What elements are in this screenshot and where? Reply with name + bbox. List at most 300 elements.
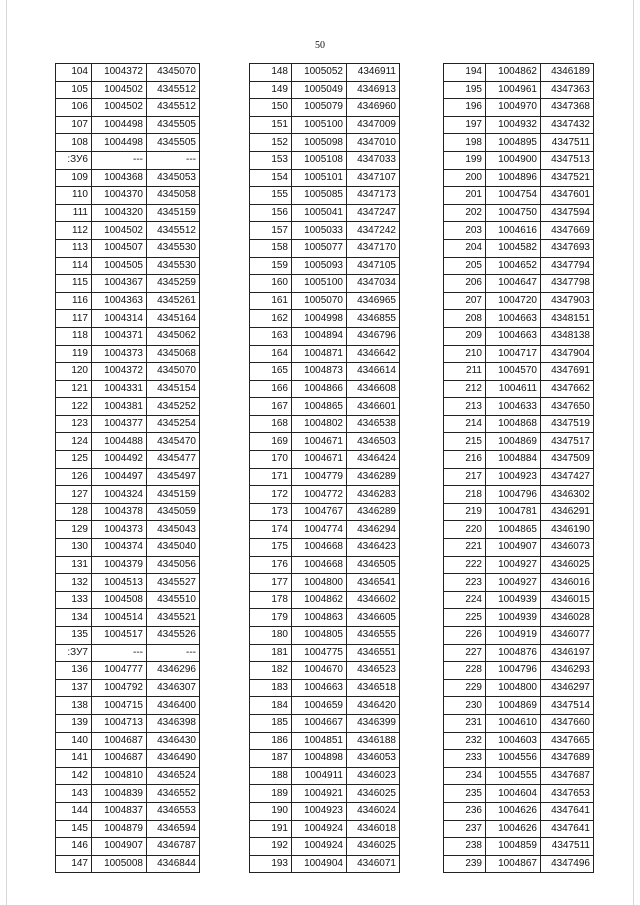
point-number-cell: 167 — [250, 398, 292, 416]
y-coordinate-cell: 4346642 — [347, 345, 400, 363]
y-coordinate-cell: 4345053 — [147, 169, 200, 187]
x-coordinate-cell: 1004652 — [486, 257, 541, 275]
table-row — [444, 116, 594, 134]
table-row — [56, 64, 200, 82]
y-coordinate-cell: 4345497 — [147, 468, 200, 486]
x-coordinate-cell: 1004331 — [92, 380, 147, 398]
point-number-cell: 117 — [56, 310, 92, 328]
x-coordinate-cell: 1004895 — [486, 134, 541, 152]
y-coordinate-cell: 4346291 — [541, 503, 594, 521]
point-number-cell: 216 — [444, 451, 486, 469]
table-row — [250, 451, 400, 469]
x-coordinate-cell: 1005079 — [292, 99, 347, 117]
y-coordinate-cell: 4346053 — [347, 750, 400, 768]
x-coordinate-cell: 1004610 — [486, 714, 541, 732]
x-coordinate-cell: 1004626 — [486, 820, 541, 838]
point-number-cell: 138 — [56, 697, 92, 715]
point-number-cell: 208 — [444, 310, 486, 328]
x-coordinate-cell: 1004324 — [92, 486, 147, 504]
x-coordinate-cell: 1005093 — [292, 257, 347, 275]
table-row — [56, 275, 200, 293]
y-coordinate-cell: 4346293 — [541, 662, 594, 680]
table-row — [250, 64, 400, 82]
point-number-cell: 205 — [444, 257, 486, 275]
x-coordinate-cell: 1005070 — [292, 292, 347, 310]
y-coordinate-cell: 4346960 — [347, 99, 400, 117]
y-coordinate-cell: 4345530 — [147, 239, 200, 257]
point-number-cell: 209 — [444, 327, 486, 345]
y-coordinate-cell: 4347662 — [541, 380, 594, 398]
x-coordinate-cell: 1004513 — [92, 574, 147, 592]
x-coordinate-cell: 1004604 — [486, 785, 541, 803]
x-coordinate-cell: 1004314 — [92, 310, 147, 328]
table-row — [56, 574, 200, 592]
table-row — [444, 855, 594, 873]
table-row — [444, 503, 594, 521]
x-coordinate-cell: 1004851 — [292, 732, 347, 750]
point-number-cell: 152 — [250, 134, 292, 152]
y-coordinate-cell: 4347363 — [541, 81, 594, 99]
table-row — [444, 451, 594, 469]
x-coordinate-cell: 1004507 — [92, 239, 147, 257]
x-coordinate-cell: 1004796 — [486, 486, 541, 504]
y-coordinate-cell: 4347509 — [541, 451, 594, 469]
x-coordinate-cell: 1004865 — [292, 398, 347, 416]
point-number-cell: 148 — [250, 64, 292, 82]
point-number-cell: 130 — [56, 539, 92, 557]
x-coordinate-cell: 1004800 — [292, 574, 347, 592]
y-coordinate-cell: 4345530 — [147, 257, 200, 275]
y-coordinate-cell: 4346787 — [147, 838, 200, 856]
table-row — [56, 521, 200, 539]
table-row — [56, 345, 200, 363]
y-coordinate-cell: 4346524 — [147, 767, 200, 785]
x-coordinate-cell: 1004556 — [486, 750, 541, 768]
point-number-cell: 192 — [250, 838, 292, 856]
point-number-cell: 220 — [444, 521, 486, 539]
x-coordinate-cell: 1004911 — [292, 767, 347, 785]
table-row — [444, 802, 594, 820]
x-coordinate-cell: 1004372 — [92, 363, 147, 381]
x-coordinate-cell: 1005098 — [292, 134, 347, 152]
table-row — [56, 363, 200, 381]
y-coordinate-cell: 4347691 — [541, 363, 594, 381]
table-row — [56, 732, 200, 750]
x-coordinate-cell: 1004810 — [92, 767, 147, 785]
table-row — [56, 81, 200, 99]
point-number-cell: 129 — [56, 521, 92, 539]
y-coordinate-cell: 4347010 — [347, 134, 400, 152]
point-number-cell: 218 — [444, 486, 486, 504]
table-row — [250, 310, 400, 328]
point-number-cell: 159 — [250, 257, 292, 275]
y-coordinate-cell: 4347660 — [541, 714, 594, 732]
point-number-cell: 222 — [444, 556, 486, 574]
y-coordinate-cell: 4345252 — [147, 398, 200, 416]
table-row — [250, 503, 400, 521]
x-coordinate-cell: 1004508 — [92, 591, 147, 609]
y-coordinate-cell: 4347033 — [347, 151, 400, 169]
y-coordinate-cell: 4347511 — [541, 838, 594, 856]
table-row — [444, 539, 594, 557]
x-coordinate-cell: 1004781 — [486, 503, 541, 521]
point-number-cell: 156 — [250, 204, 292, 222]
table-row — [56, 855, 200, 873]
table-row — [56, 556, 200, 574]
table-row — [444, 767, 594, 785]
point-number-cell: 186 — [250, 732, 292, 750]
x-coordinate-cell: 1004859 — [486, 838, 541, 856]
table-row — [444, 169, 594, 187]
page-number: 50 — [315, 40, 325, 51]
x-coordinate-cell: 1004767 — [292, 503, 347, 521]
x-coordinate-cell: 1004687 — [92, 750, 147, 768]
point-number-cell: 199 — [444, 151, 486, 169]
point-number-cell: 231 — [444, 714, 486, 732]
point-number-cell: 232 — [444, 732, 486, 750]
table-row — [250, 187, 400, 205]
point-number-cell: 122 — [56, 398, 92, 416]
table-row — [250, 627, 400, 645]
point-number-cell: 179 — [250, 609, 292, 627]
point-number-cell: 219 — [444, 503, 486, 521]
table-row — [250, 327, 400, 345]
point-number-cell: 236 — [444, 802, 486, 820]
x-coordinate-cell: 1004497 — [92, 468, 147, 486]
point-number-cell: 150 — [250, 99, 292, 117]
y-coordinate-cell: --- — [147, 151, 200, 169]
x-coordinate-cell: 1004924 — [292, 838, 347, 856]
y-coordinate-cell: 4347496 — [541, 855, 594, 873]
y-coordinate-cell: 4346071 — [347, 855, 400, 873]
y-coordinate-cell: 4347034 — [347, 275, 400, 293]
table-row — [444, 64, 594, 82]
x-coordinate-cell: 1004720 — [486, 292, 541, 310]
point-number-cell: 234 — [444, 767, 486, 785]
y-coordinate-cell: 4346608 — [347, 380, 400, 398]
point-number-cell: 175 — [250, 539, 292, 557]
x-coordinate-cell: 1005100 — [292, 116, 347, 134]
table-row — [444, 556, 594, 574]
x-coordinate-cell: 1004998 — [292, 310, 347, 328]
point-number-cell: 197 — [444, 116, 486, 134]
point-number-cell: 203 — [444, 222, 486, 240]
table-row — [444, 591, 594, 609]
point-number-cell: 181 — [250, 644, 292, 662]
point-number-cell: 221 — [444, 539, 486, 557]
point-number-cell: 224 — [444, 591, 486, 609]
point-number-cell: 235 — [444, 785, 486, 803]
point-number-cell: 189 — [250, 785, 292, 803]
point-number-cell: :ЗУ7 — [56, 644, 92, 662]
point-number-cell: 154 — [250, 169, 292, 187]
y-coordinate-cell: 4347519 — [541, 415, 594, 433]
table-row — [56, 222, 200, 240]
y-coordinate-cell: 4347689 — [541, 750, 594, 768]
y-coordinate-cell: 4346844 — [147, 855, 200, 873]
x-coordinate-cell: 1004907 — [486, 539, 541, 557]
x-coordinate-cell: 1004884 — [486, 451, 541, 469]
x-coordinate-cell: 1004611 — [486, 380, 541, 398]
x-coordinate-cell: 1004923 — [486, 468, 541, 486]
point-number-cell: 104 — [56, 64, 92, 82]
y-coordinate-cell: 4345505 — [147, 134, 200, 152]
y-coordinate-cell: 4346197 — [541, 644, 594, 662]
y-coordinate-cell: 4346594 — [147, 820, 200, 838]
y-coordinate-cell: 4346023 — [347, 767, 400, 785]
point-number-cell: 146 — [56, 838, 92, 856]
table-row — [250, 767, 400, 785]
point-number-cell: 105 — [56, 81, 92, 99]
point-number-cell: 118 — [56, 327, 92, 345]
point-number-cell: 113 — [56, 239, 92, 257]
table-row — [56, 415, 200, 433]
x-coordinate-cell: 1004502 — [92, 99, 147, 117]
point-number-cell: 225 — [444, 609, 486, 627]
x-coordinate-cell: 1004687 — [92, 732, 147, 750]
x-coordinate-cell: 1005085 — [292, 187, 347, 205]
table-row — [56, 802, 200, 820]
table-row — [56, 820, 200, 838]
table-row — [250, 468, 400, 486]
x-coordinate-cell: 1004498 — [92, 134, 147, 152]
y-coordinate-cell: 4346018 — [347, 820, 400, 838]
table-row — [250, 732, 400, 750]
table-row — [444, 679, 594, 697]
y-coordinate-cell: 4346424 — [347, 451, 400, 469]
table-row — [56, 204, 200, 222]
y-coordinate-cell: 4346601 — [347, 398, 400, 416]
y-coordinate-cell: 4346602 — [347, 591, 400, 609]
x-coordinate-cell: 1004839 — [92, 785, 147, 803]
x-coordinate-cell: 1004772 — [292, 486, 347, 504]
table-row — [56, 169, 200, 187]
y-coordinate-cell: 4345056 — [147, 556, 200, 574]
y-coordinate-cell: 4347653 — [541, 785, 594, 803]
table-row — [444, 380, 594, 398]
x-coordinate-cell: 1004939 — [486, 609, 541, 627]
x-coordinate-cell: 1004370 — [92, 187, 147, 205]
table-row — [444, 750, 594, 768]
y-coordinate-cell: 4346555 — [347, 627, 400, 645]
table-row — [250, 785, 400, 803]
point-number-cell: 141 — [56, 750, 92, 768]
table-row — [250, 855, 400, 873]
table-row — [56, 662, 200, 680]
point-number-cell: 133 — [56, 591, 92, 609]
x-coordinate-cell: 1005101 — [292, 169, 347, 187]
point-number-cell: 195 — [444, 81, 486, 99]
y-coordinate-cell: 4345154 — [147, 380, 200, 398]
table-row — [56, 433, 200, 451]
table-row — [250, 380, 400, 398]
x-coordinate-cell: 1004363 — [92, 292, 147, 310]
y-coordinate-cell: 4347517 — [541, 433, 594, 451]
x-coordinate-cell: 1004647 — [486, 275, 541, 293]
x-coordinate-cell: 1004713 — [92, 714, 147, 732]
table-row — [56, 503, 200, 521]
table-row — [444, 415, 594, 433]
table-row — [444, 732, 594, 750]
table-row — [444, 398, 594, 416]
y-coordinate-cell: 4347903 — [541, 292, 594, 310]
x-coordinate-cell: 1004932 — [486, 116, 541, 134]
x-coordinate-cell: 1004505 — [92, 257, 147, 275]
table-row — [56, 99, 200, 117]
point-number-cell: 115 — [56, 275, 92, 293]
table-row — [444, 310, 594, 328]
y-coordinate-cell: 4345070 — [147, 363, 200, 381]
y-coordinate-cell: 4347427 — [541, 468, 594, 486]
point-number-cell: 142 — [56, 767, 92, 785]
table-row — [56, 714, 200, 732]
x-coordinate-cell: 1004663 — [486, 327, 541, 345]
table-row — [444, 714, 594, 732]
y-coordinate-cell: 4347514 — [541, 697, 594, 715]
table-row — [444, 820, 594, 838]
x-coordinate-cell: 1004502 — [92, 222, 147, 240]
y-coordinate-cell: 4347242 — [347, 222, 400, 240]
y-coordinate-cell: 4345512 — [147, 99, 200, 117]
table-row — [250, 99, 400, 117]
table-row — [444, 134, 594, 152]
y-coordinate-cell: 4347105 — [347, 257, 400, 275]
y-coordinate-cell: 4345059 — [147, 503, 200, 521]
table-row — [444, 204, 594, 222]
x-coordinate-cell: 1004379 — [92, 556, 147, 574]
y-coordinate-cell: 4346025 — [541, 556, 594, 574]
y-coordinate-cell: 4346490 — [147, 750, 200, 768]
table-row — [56, 398, 200, 416]
y-coordinate-cell: 4346297 — [541, 679, 594, 697]
point-number-cell: 114 — [56, 257, 92, 275]
y-coordinate-cell: 4347368 — [541, 99, 594, 117]
point-number-cell: 207 — [444, 292, 486, 310]
table-row — [56, 627, 200, 645]
table-row — [250, 662, 400, 680]
table-row — [56, 750, 200, 768]
table-row — [250, 363, 400, 381]
table-row — [444, 187, 594, 205]
table-row — [250, 81, 400, 99]
coordinates-table-left — [55, 63, 200, 873]
x-coordinate-cell: 1004374 — [92, 539, 147, 557]
y-coordinate-cell: 4347641 — [541, 802, 594, 820]
point-number-cell: 233 — [444, 750, 486, 768]
y-coordinate-cell: 4346189 — [541, 64, 594, 82]
y-coordinate-cell: 4347665 — [541, 732, 594, 750]
x-coordinate-cell: 1004777 — [92, 662, 147, 680]
point-number-cell: 230 — [444, 697, 486, 715]
x-coordinate-cell: 1004939 — [486, 591, 541, 609]
y-coordinate-cell: 4348138 — [541, 327, 594, 345]
table-row — [56, 644, 200, 662]
y-coordinate-cell: 4346294 — [347, 521, 400, 539]
table-row — [444, 257, 594, 275]
y-coordinate-cell: 4346420 — [347, 697, 400, 715]
y-coordinate-cell: 4346855 — [347, 310, 400, 328]
point-number-cell: 139 — [56, 714, 92, 732]
y-coordinate-cell: 4345254 — [147, 415, 200, 433]
point-number-cell: 238 — [444, 838, 486, 856]
y-coordinate-cell: 4346423 — [347, 539, 400, 557]
point-number-cell: 160 — [250, 275, 292, 293]
table-row — [444, 662, 594, 680]
y-coordinate-cell: 4346302 — [541, 486, 594, 504]
y-coordinate-cell: 4347170 — [347, 239, 400, 257]
table-row — [444, 363, 594, 381]
y-coordinate-cell: 4345512 — [147, 222, 200, 240]
table-row — [250, 116, 400, 134]
x-coordinate-cell: 1004792 — [92, 679, 147, 697]
y-coordinate-cell: 4347669 — [541, 222, 594, 240]
table-row — [444, 468, 594, 486]
table-row — [56, 767, 200, 785]
point-number-cell: 174 — [250, 521, 292, 539]
x-coordinate-cell: 1004715 — [92, 697, 147, 715]
x-coordinate-cell: 1004775 — [292, 644, 347, 662]
table-row — [250, 169, 400, 187]
point-number-cell: 223 — [444, 574, 486, 592]
x-coordinate-cell: 1004921 — [292, 785, 347, 803]
right-page-edge — [633, 0, 634, 905]
point-number-cell: 121 — [56, 380, 92, 398]
table-row — [250, 292, 400, 310]
point-number-cell: 227 — [444, 644, 486, 662]
y-coordinate-cell: 4346398 — [147, 714, 200, 732]
x-coordinate-cell: 1004774 — [292, 521, 347, 539]
point-number-cell: 171 — [250, 468, 292, 486]
x-coordinate-cell: 1004869 — [486, 433, 541, 451]
point-number-cell: 166 — [250, 380, 292, 398]
table-row — [444, 239, 594, 257]
y-coordinate-cell: 4346551 — [347, 644, 400, 662]
x-coordinate-cell: 1004961 — [486, 81, 541, 99]
x-coordinate-cell: 1004492 — [92, 451, 147, 469]
x-coordinate-cell: 1004866 — [292, 380, 347, 398]
table-row — [56, 380, 200, 398]
point-number-cell: 143 — [56, 785, 92, 803]
point-number-cell: 140 — [56, 732, 92, 750]
y-coordinate-cell: 4346289 — [347, 468, 400, 486]
table-row — [444, 609, 594, 627]
y-coordinate-cell: 4346283 — [347, 486, 400, 504]
x-coordinate-cell: 1004663 — [486, 310, 541, 328]
x-coordinate-cell: 1004879 — [92, 820, 147, 838]
point-number-cell: 239 — [444, 855, 486, 873]
point-number-cell: 191 — [250, 820, 292, 838]
y-coordinate-cell: 4345159 — [147, 486, 200, 504]
x-coordinate-cell: 1004800 — [486, 679, 541, 697]
left-page-edge — [6, 0, 7, 905]
y-coordinate-cell: 4346188 — [347, 732, 400, 750]
x-coordinate-cell: 1004517 — [92, 627, 147, 645]
point-number-cell: 153 — [250, 151, 292, 169]
point-number-cell: 210 — [444, 345, 486, 363]
y-coordinate-cell: 4347521 — [541, 169, 594, 187]
table-row — [444, 292, 594, 310]
y-coordinate-cell: 4345527 — [147, 574, 200, 592]
point-number-cell: 161 — [250, 292, 292, 310]
point-number-cell: 213 — [444, 398, 486, 416]
y-coordinate-cell: 4345058 — [147, 187, 200, 205]
y-coordinate-cell: 4346296 — [147, 662, 200, 680]
point-number-cell: 165 — [250, 363, 292, 381]
x-coordinate-cell: 1004837 — [92, 802, 147, 820]
point-number-cell: 184 — [250, 697, 292, 715]
y-coordinate-cell: 4345043 — [147, 521, 200, 539]
x-coordinate-cell: --- — [92, 151, 147, 169]
